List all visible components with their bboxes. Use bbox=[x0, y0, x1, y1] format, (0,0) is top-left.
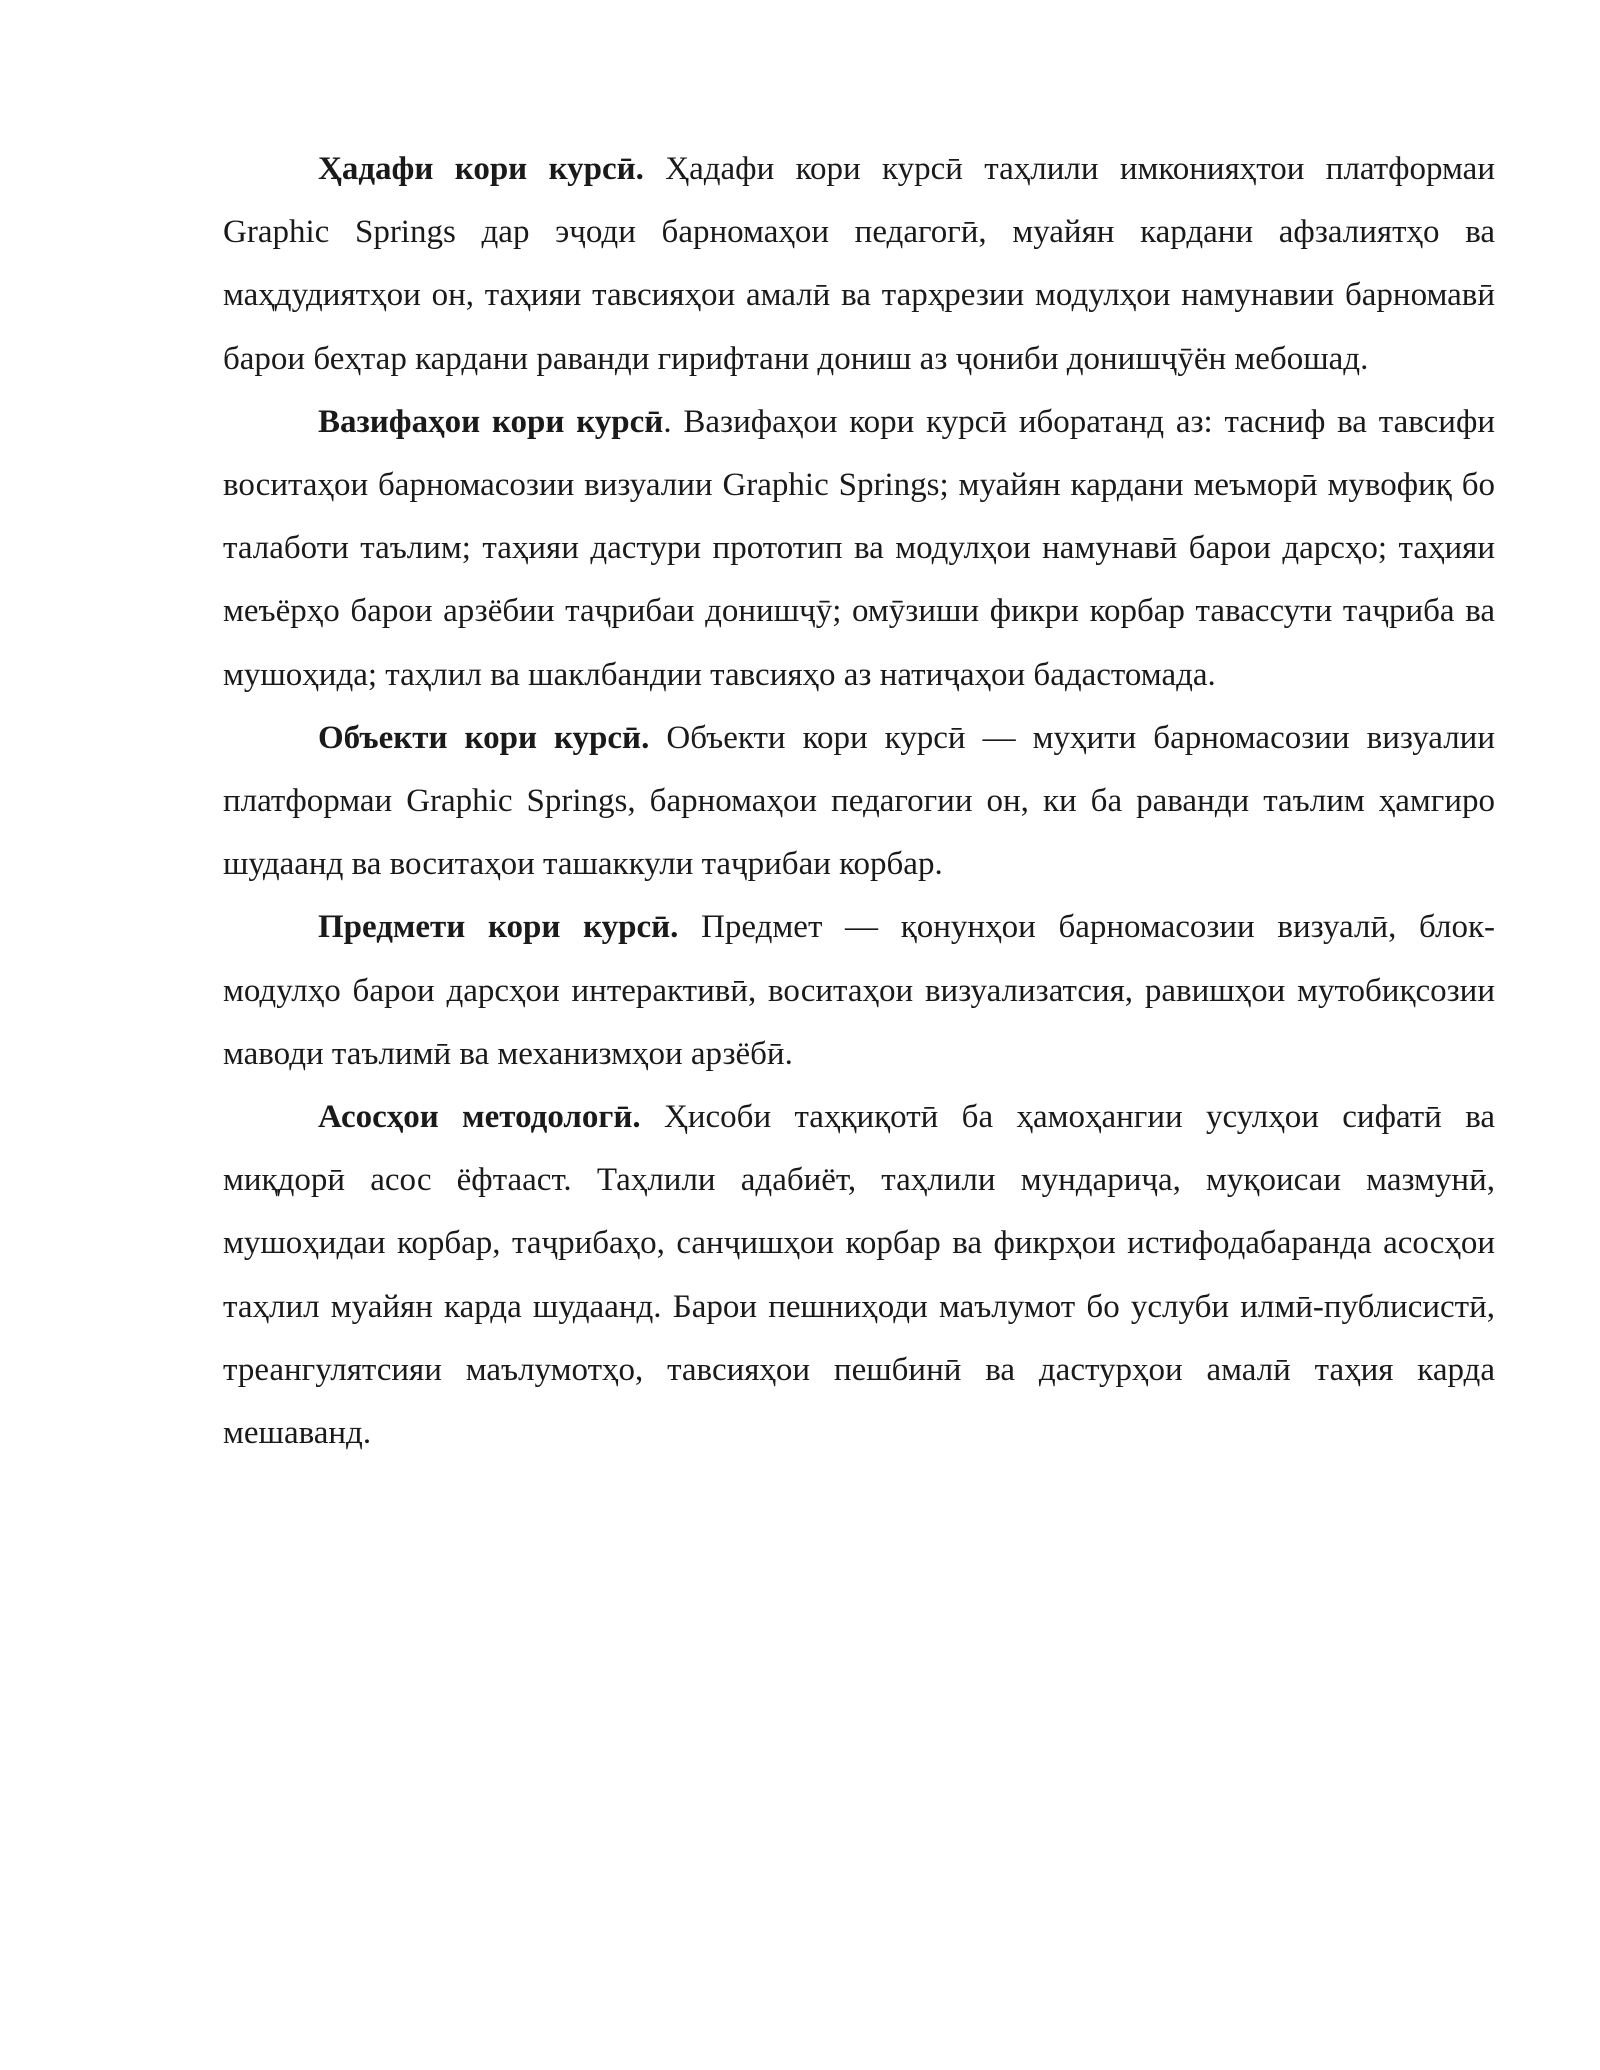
paragraph-goal-heading: Ҳадафи кори курсӣ. bbox=[318, 151, 644, 187]
paragraph-tasks-heading: Вазифаҳои кори курсӣ bbox=[318, 403, 664, 440]
paragraph-tasks-text: . Вазифаҳои кори курсӣ иборатанд аз: тасниф ва тавсифи воситаҳои барномасозии визуалии Graphic Springs; муайян кардани меъморӣ мувофиқ бо талаботи таълим; таҳияи дастури прототип ва модулҳои намунавӣ барои дарсҳо; таҳияи меъёрҳо барои арзёбии таҷрибаи донишҷӯ; омӯзиши фикри корбар тавассути таҷриба ва мушоҳида; таҳлил ва шаклбандии тавсияҳо аз натиҷаҳои бадастомада. bbox=[223, 403, 1495, 693]
document-body bbox=[223, 138, 1495, 1465]
paragraph-subject-heading: Предмети кори курсӣ. bbox=[318, 909, 679, 946]
paragraph-subject-text: Предмет — қонунҳои барномасозии визуалӣ, блок-модулҳо барои дарсҳои интерактивӣ, воситаҳои визуализатсия, равишҳои мутобиқсозии маводи таълимӣ ва механизмҳои арзёбӣ. bbox=[223, 909, 1496, 1072]
paragraph-methodology bbox=[223, 1086, 1495, 1465]
paragraph-goal-text: Ҳадафи кори курсӣ таҳлили имконияҳтои платформаи Graphic Springs дар эҷоди барномаҳои педагогӣ, муайян кардани афзалиятҳо ва маҳдудиятҳои он, таҳияи тавсияҳои амалӣ ва тарҳрезии модулҳои намунавии барномавӣ барои беҳтар кардани раванди гирифтани дониш аз ҷониби донишҷӯён мебошад. bbox=[223, 151, 1495, 377]
paragraph-subject bbox=[223, 896, 1495, 1086]
paragraph-methodology-text: Ҳисоби таҳқиқотӣ ба ҳамоҳангии усулҳои сифатӣ ва миқдорӣ асос ёфтааст. Таҳлили адабиёт, таҳлили мундариҷа, муқоисаи мазмунӣ, мушоҳидаи корбар, таҷрибаҳо, санҷишҳои корбар ва фикрҳои истифодабаранда асосҳои таҳлил муайян карда шудаанд. Барои пешниҳоди маълумот бо услуби илмӣ-публисистӣ, треангулятсияи маълумотҳо, тавсияҳои пешбинӣ ва дастурҳои амалӣ таҳия карда мешаванд. bbox=[223, 1099, 1495, 1452]
paragraph-object-heading: Объекти кори курсӣ. bbox=[318, 719, 650, 756]
paragraph-tasks bbox=[223, 391, 1495, 707]
paragraph-object-text: Объекти кори курсӣ — муҳити барномасозии визуалии платформаи Graphic Springs, барномаҳои педагогии он, ки ба раванди таълим ҳамгиро шудаанд ва воситаҳои ташаккули таҷрибаи корбар. bbox=[223, 719, 1495, 883]
paragraph-methodology-heading: Асосҳои методологӣ. bbox=[318, 1099, 641, 1136]
paragraph-goal bbox=[223, 138, 1495, 391]
paragraph-object bbox=[223, 707, 1495, 897]
